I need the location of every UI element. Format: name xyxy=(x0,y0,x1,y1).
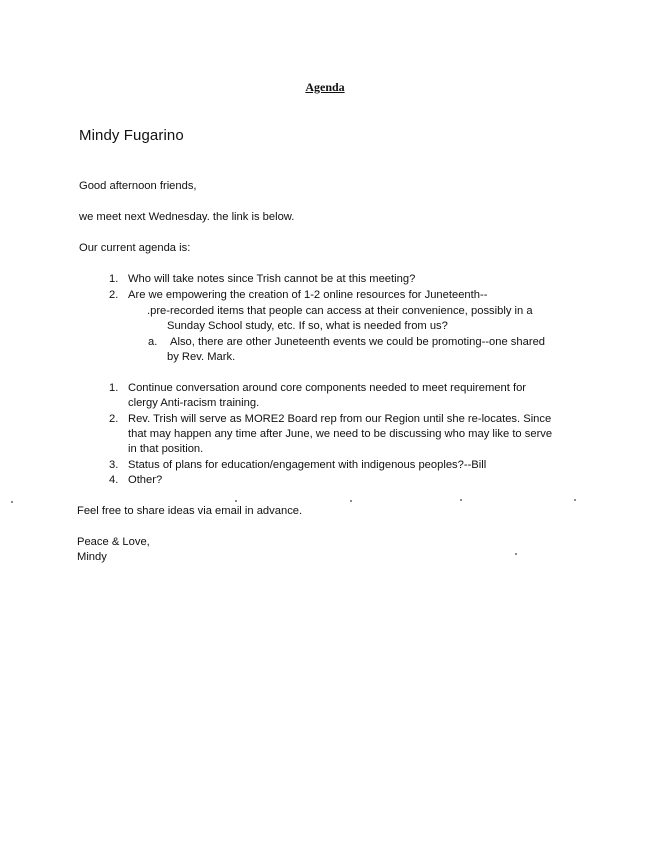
agenda-intro: Our current agenda is: xyxy=(79,242,191,254)
list-item-text: Other? xyxy=(128,474,163,486)
list-item-number: 1. xyxy=(109,382,119,394)
signoff-line: Peace & Love, xyxy=(77,536,150,548)
signoff-name: Mindy xyxy=(77,551,107,563)
list-item-number: 3. xyxy=(109,459,119,471)
list-item-text: Rev. Trish will serve as MORE2 Board rep from our Region until she re-locates. Since xyxy=(128,413,552,425)
list-item-number: 2. xyxy=(109,289,119,301)
scan-speck xyxy=(460,499,462,501)
sub-list-text: Also, there are other Juneteenth events we could be promoting--one shared xyxy=(170,336,546,348)
sub-item-text: Sunday School study, etc. If so, what is needed from us? xyxy=(167,320,448,332)
scan-speck xyxy=(350,500,352,502)
list-item-number: 2. xyxy=(109,413,119,425)
list-item-number: 4. xyxy=(109,474,119,486)
scan-speck xyxy=(11,501,13,503)
sub-list-text: by Rev. Mark. xyxy=(167,351,236,363)
list-item-text: Who will take notes since Trish cannot be at this meeting? xyxy=(128,273,416,285)
closing-note: Feel free to share ideas via email in advance. xyxy=(77,505,303,517)
scan-speck xyxy=(515,553,517,555)
list-item-text: Status of plans for education/engagement with indigenous peoples?--Bill xyxy=(128,459,487,471)
list-item-text: Continue conversation around core components needed to meet requirement for xyxy=(128,382,527,394)
greeting: Good afternoon friends, xyxy=(79,180,197,192)
intro-text: we meet next Wednesday. the link is below. xyxy=(79,211,295,223)
sub-list-marker: a. xyxy=(148,336,158,348)
author-name: Mindy Fugarino xyxy=(79,127,184,144)
list-item-text: that may happen any time after June, we need to be discussing who may like to serve xyxy=(128,428,553,440)
list-item-text: Are we empowering the creation of 1-2 online resources for Juneteenth-- xyxy=(128,289,488,301)
document-title: Agenda xyxy=(305,80,345,94)
sub-item-text: .pre-recorded items that people can access at their convenience, possibly in a xyxy=(147,305,533,317)
scan-speck xyxy=(574,499,576,501)
list-item-text: in that position. xyxy=(128,443,204,455)
scan-speck xyxy=(235,500,237,502)
list-item-number: 1. xyxy=(109,273,119,285)
list-item-text: clergy Anti-racism training. xyxy=(128,397,260,409)
